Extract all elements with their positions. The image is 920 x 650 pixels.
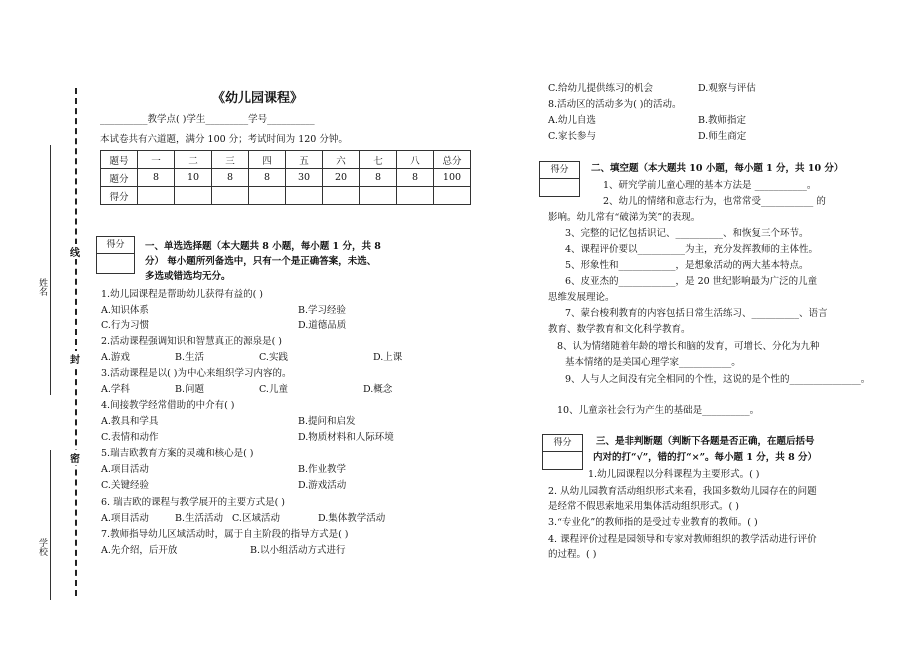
fill-question: 9、人与人之间没有完全相同的个性，这说的是个性的_______________。 <box>565 374 871 385</box>
binding-dashed-line <box>75 88 77 596</box>
bind-char-secret: 密 <box>70 450 80 465</box>
option-b: B.生活活动 <box>175 513 224 524</box>
name-write-line <box>50 145 51 395</box>
question-text: 3.活动课程是以( )为中心来组织学习内容的。 <box>101 368 292 379</box>
fill-question-cont: 教育、数学教育和文化科学教育。 <box>548 324 691 335</box>
judge-question: 1.幼儿园课程以分科课程为主要形式。( ) <box>588 469 760 480</box>
option-d: D.概念 <box>363 384 393 395</box>
judge-question: 2. 从幼儿园教育活动组织形式来看，我国多数幼儿园存在的问题 <box>548 486 817 497</box>
school-label: 学校 <box>37 538 47 556</box>
option-c: C.给幼儿提供练习的机会 <box>548 83 653 94</box>
option-b: B.作业教学 <box>298 464 347 475</box>
option-c: C.儿童 <box>259 384 288 395</box>
option-a: A.知识体系 <box>101 305 149 316</box>
bind-char-line: 线 <box>70 244 80 259</box>
score-input-cell[interactable] <box>360 187 397 205</box>
table-cell: 8 <box>212 169 249 187</box>
table-cell: 二 <box>175 151 212 169</box>
fill-question: 8、认为情绪随着年龄的增长和脑的发育，可增长、分化为九种 <box>557 341 820 352</box>
score-input-cell[interactable] <box>175 187 212 205</box>
table-cell: 总分 <box>434 151 471 169</box>
fill-question-cont: 影响。幼儿常有“破涕为笑”的表现。 <box>548 212 701 223</box>
section1-title-line2: 分） 每小题所列备选中，只有一个是正确答案，未选、 <box>145 256 377 267</box>
section3-title: 三、是非判断题（判断下各题是否正确，在题后括号 <box>596 436 815 447</box>
option-d: D.师生商定 <box>698 131 747 142</box>
bind-char-seal: 封 <box>70 351 80 366</box>
table-cell: 20 <box>323 169 360 187</box>
option-b: B.提问和启发 <box>298 416 356 427</box>
option-a: A.幼儿自选 <box>548 115 596 126</box>
option-d: D.道德品质 <box>298 320 347 331</box>
score-box-label: 得分 <box>540 162 579 179</box>
score-box-label: 得分 <box>543 435 582 452</box>
table-cell: 得分 <box>101 187 138 205</box>
option-a: A.游戏 <box>101 352 130 363</box>
option-c: C.家长参与 <box>548 131 596 142</box>
section3-score-box[interactable] <box>542 434 583 470</box>
fill-question: 6、皮亚杰的____________，是 20 世纪影响最为广泛的儿童 <box>565 276 818 287</box>
table-cell: 8 <box>138 169 175 187</box>
section1-score-box[interactable] <box>96 236 135 274</box>
score-table-row-score <box>101 187 471 205</box>
table-cell: 题分 <box>101 169 138 187</box>
table-cell: 8 <box>397 169 434 187</box>
score-box-label: 得分 <box>97 237 134 254</box>
option-b: B.问题 <box>175 384 205 395</box>
option-b: B.教师指定 <box>698 115 747 126</box>
option-d: D.游戏活动 <box>298 480 347 491</box>
option-c: C.区域活动 <box>232 513 280 524</box>
option-d: D.上课 <box>373 352 403 363</box>
name-label: 姓名 <box>37 278 47 296</box>
fill-question: 1、研究学前儿童心理的基本方法是 ___________。 <box>603 180 817 191</box>
table-cell: 三 <box>212 151 249 169</box>
score-table-row-number <box>101 151 471 169</box>
table-cell: 五 <box>286 151 323 169</box>
option-d: D.物质材料和人际环境 <box>298 432 394 443</box>
student-info-line: __________教学点( )学生_________学号__________ <box>100 114 315 125</box>
option-c: C.行为习惯 <box>101 320 149 331</box>
fill-question: 10、儿童亲社会行为产生的基础是__________。 <box>557 405 760 416</box>
table-cell: 八 <box>397 151 434 169</box>
table-cell: 30 <box>286 169 323 187</box>
section1-title: 一、单选选择题（本大题共 8 小题，每小题 1 分，共 8 <box>145 241 381 252</box>
section2-title: 二、填空题（本大题共 10 小题，每小题 1 分，共 10 分） <box>591 163 844 174</box>
fill-question: 7、蒙台梭利教育的内容包括日常生活练习、__________、语言 <box>565 308 828 319</box>
judge-question: 4. 课程评价过程是园领导和专家对教师组织的教学活动进行评价 <box>548 534 817 545</box>
option-d: D.观察与评估 <box>698 83 756 94</box>
table-cell: 100 <box>434 169 471 187</box>
option-b: B.以小组活动方式进行 <box>250 545 346 556</box>
question-text: 8.活动区的活动多为( )的活动。 <box>548 99 682 110</box>
judge-question-cont: 的过程。( ) <box>548 549 597 560</box>
table-cell: 10 <box>175 169 212 187</box>
fill-question: 4、课程评价要以__________为主，充分发挥教师的主体性。 <box>565 244 819 255</box>
option-d: D.集体教学活动 <box>318 513 386 524</box>
school-write-line <box>50 450 51 600</box>
score-table <box>100 150 471 205</box>
score-input-cell[interactable] <box>286 187 323 205</box>
question-text: 1.幼儿园课程是帮助幼儿获得有益的( ) <box>101 289 263 300</box>
section3-title-line2: 内对的打“√”，错的打“×”。每小题 1 分，共 8 分） <box>593 452 818 463</box>
score-table-row-points <box>101 169 471 187</box>
question-text: 5.瑞吉欧教育方案的灵魂和核心是( ) <box>101 448 254 459</box>
score-input-cell[interactable] <box>249 187 286 205</box>
option-c: C.表情和动作 <box>101 432 159 443</box>
fill-question: 3、完整的记忆包括识记、__________、和恢复三个环节。 <box>565 228 809 239</box>
fill-question-cont: 思维发展理论。 <box>548 292 615 303</box>
option-a: A.先介绍，后开放 <box>101 545 178 556</box>
option-a: A.教具和学具 <box>101 416 159 427</box>
option-a: A.学科 <box>101 384 130 395</box>
score-input-cell[interactable] <box>138 187 175 205</box>
option-b: B.学习经验 <box>298 305 347 316</box>
table-cell: 四 <box>249 151 286 169</box>
option-a: A.项目活动 <box>101 464 149 475</box>
fill-question: 2、幼儿的情绪和意志行为，也常常受___________ 的 <box>603 196 826 207</box>
score-input-cell[interactable] <box>397 187 434 205</box>
question-text: 6. 瑞吉欧的课程与教学展开的主要方式是( ) <box>101 497 286 508</box>
score-input-cell[interactable] <box>212 187 249 205</box>
table-cell: 六 <box>323 151 360 169</box>
table-cell: 8 <box>360 169 397 187</box>
question-text: 7.教师指导幼儿区域活动时，属于自主阶段的指导方式是( ) <box>101 529 349 540</box>
option-c: C.实践 <box>259 352 288 363</box>
option-b: B.生活 <box>175 352 205 363</box>
section2-score-box[interactable] <box>539 161 580 197</box>
option-c: C.关键经验 <box>101 480 149 491</box>
judge-question: 3.“专业化”的教师指的是受过专业教育的教师。( ) <box>548 517 758 528</box>
table-cell: 一 <box>138 151 175 169</box>
fill-question: 5、形象性和____________，是想象活动的两大基本特点。 <box>565 260 809 271</box>
question-text: 2.活动课程强调知识和智慧真正的源泉是( ) <box>101 336 282 347</box>
fill-question-cont: 基本情绪的是美国心理学家___________。 <box>565 357 741 368</box>
question-text: 4.间接教学经常借助的中介有( ) <box>101 400 235 411</box>
exam-instructions: 本试卷共有六道题，满分 100 分；考试时间为 120 分钟。 <box>100 134 348 145</box>
table-cell: 题号 <box>101 151 138 169</box>
score-input-cell[interactable] <box>323 187 360 205</box>
table-cell: 七 <box>360 151 397 169</box>
judge-question-cont: 是经常不假思索地采用集体活动组织形式。( ) <box>548 501 739 512</box>
table-cell: 8 <box>249 169 286 187</box>
option-a: A.项目活动 <box>101 513 149 524</box>
score-input-cell[interactable] <box>434 187 471 205</box>
exam-title: 《幼儿园课程》 <box>212 91 304 106</box>
section1-title-line3: 多选或错选均无分。 <box>145 271 231 282</box>
